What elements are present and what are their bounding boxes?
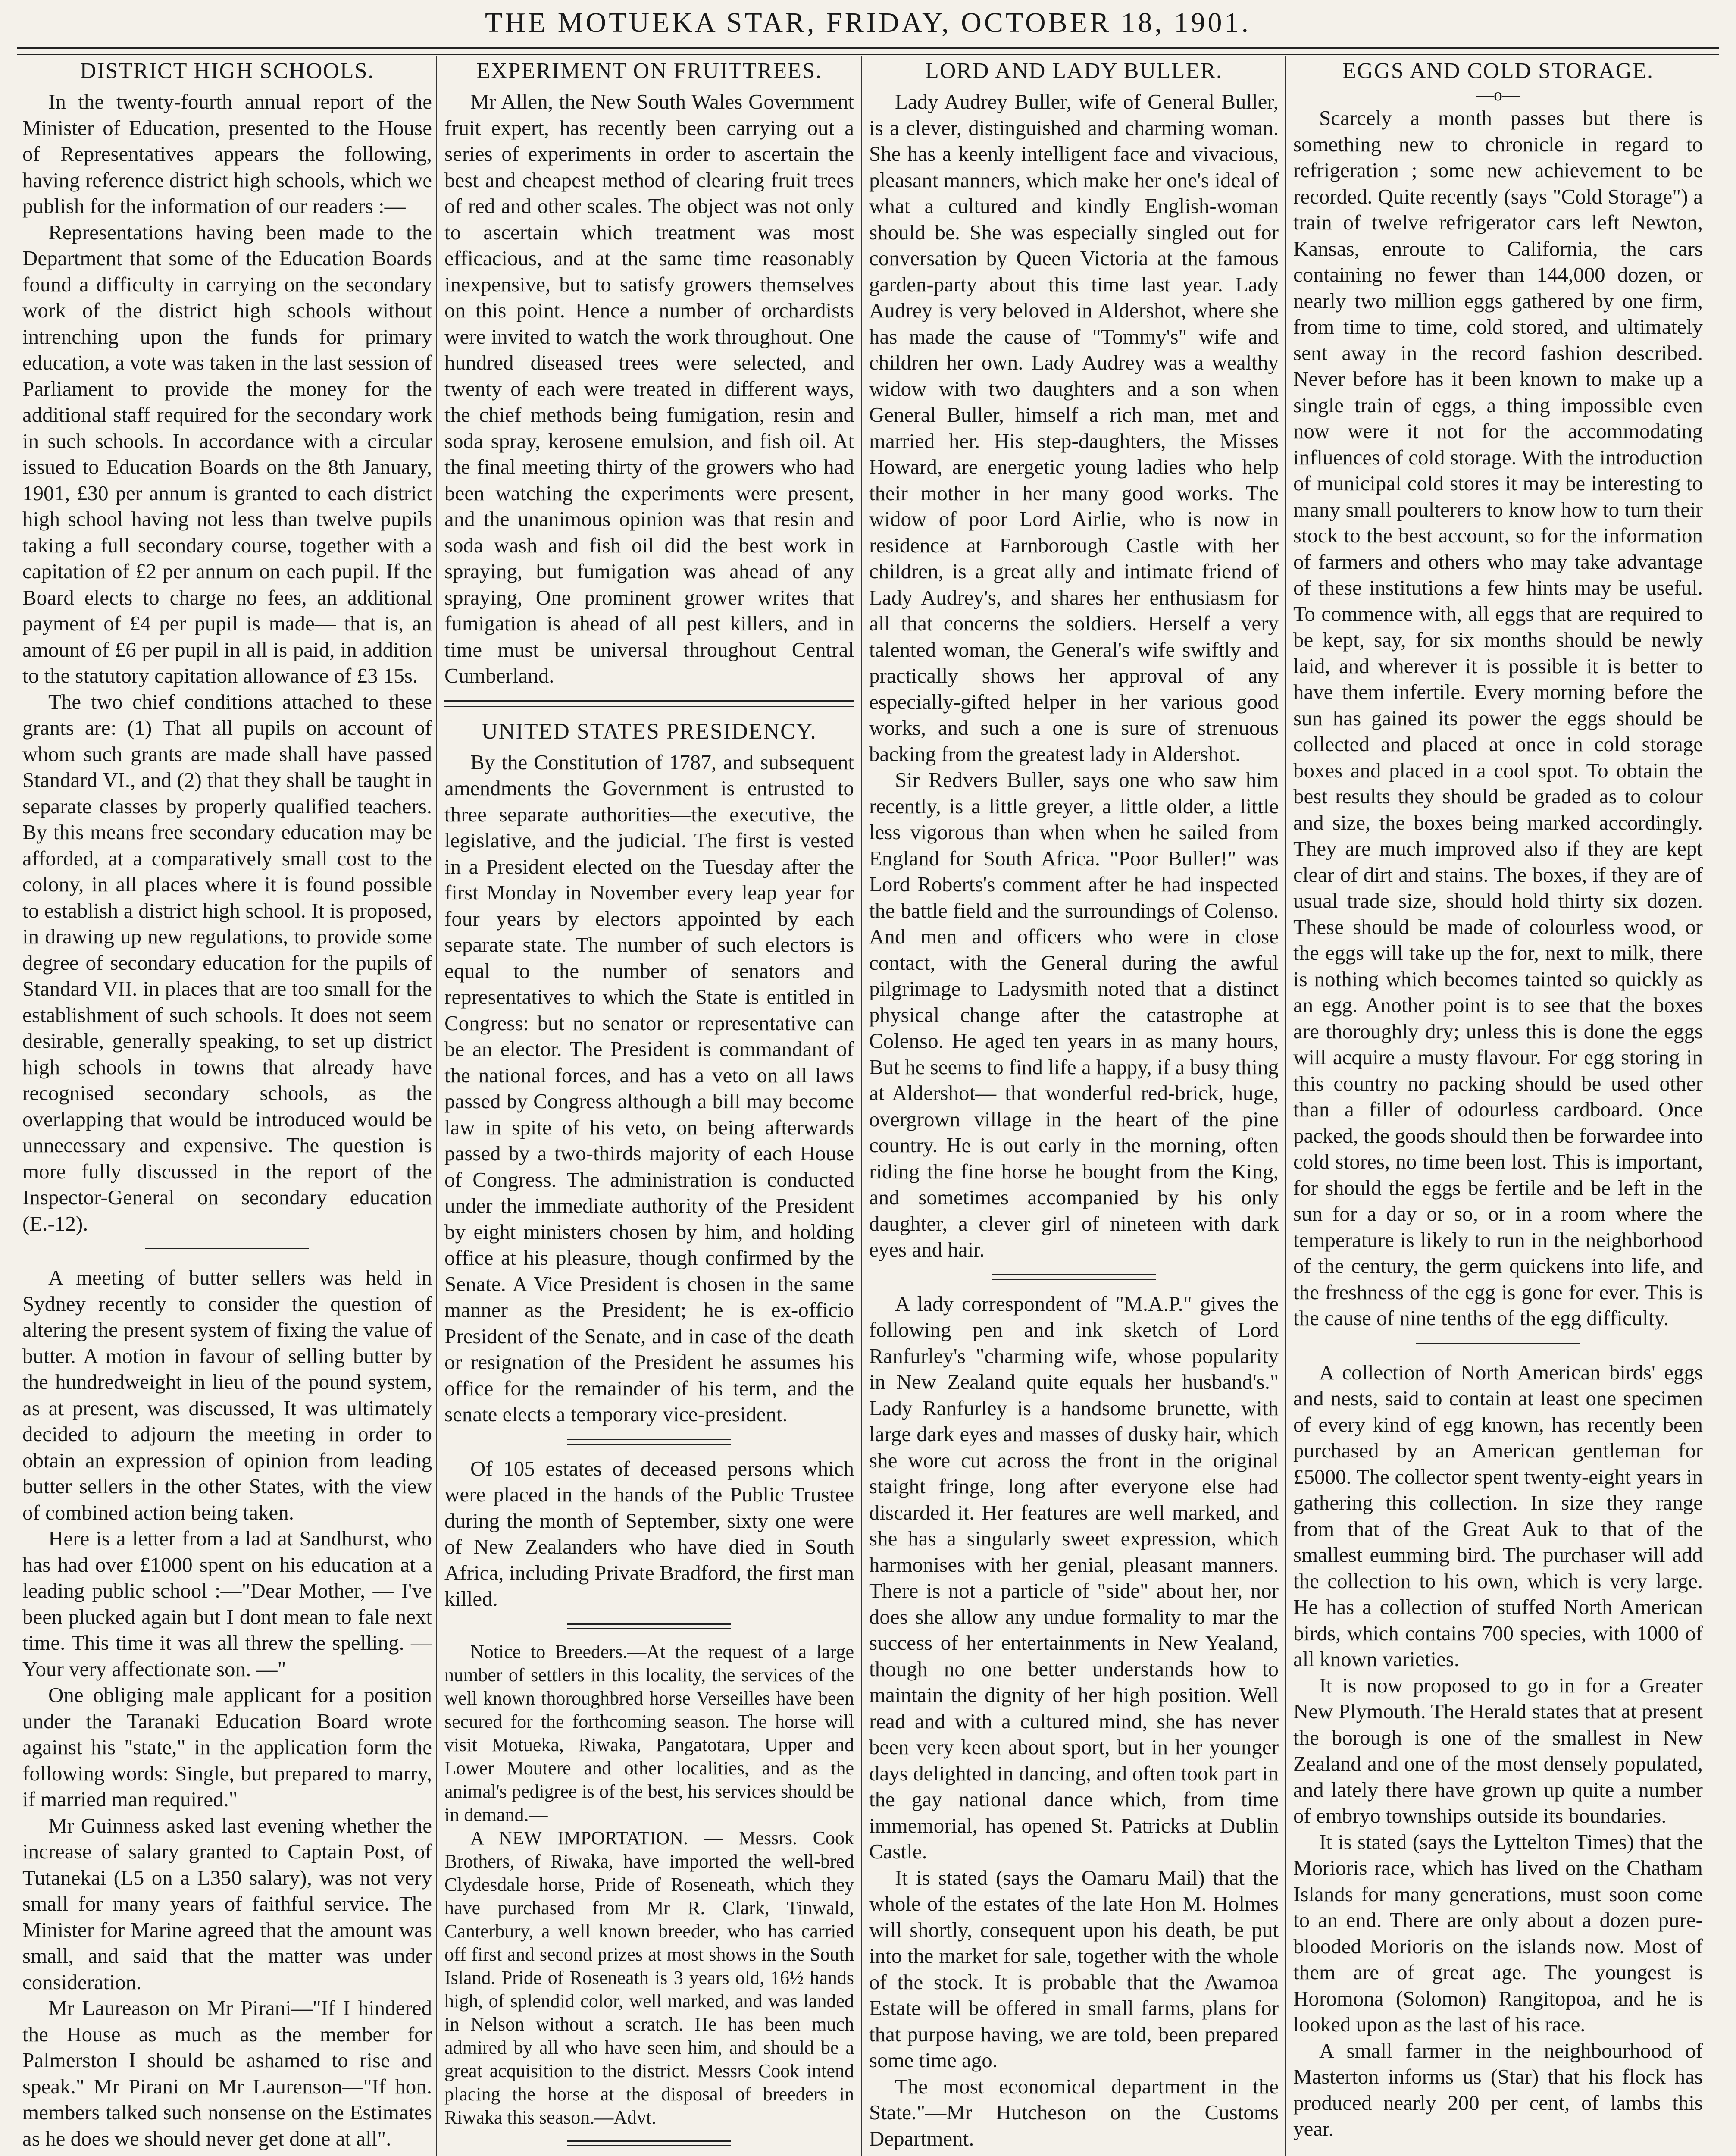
article-paragraph: Scarcely a month passes but there is something new to chronicle in regard to refrigeration ; some new achievement to be recorded. Quite recently (says "Cold Storage") a train of twelve refrigerator cars left Newton, Kansas, enroute to California, the cars containing no fewer than 144,000 dozen, or nearly two million eggs gathered by one firm, from time to time, cold stored, and ultimately sent away in the record fashion described. Never before has it been known to make up a single train of eggs, a thing impossible even now were it not for the accommodating influences of cold storage. With the introduction of municipal cold stores it may be interesting to many small poulterers to know how to turn their stock to the best account, so for the information of farmers and others who may take advantage of these institutions a few hints may be useful. To commence with, all eggs that are required to be kept, say, for six months should be newly laid, and wherever it is possible it is better to have them infertile. Every morning before the sun has gained its power the eggs should be collected and placed at once in cold storage boxes and placed in a cool spot. To obtain the best results they should be graded as to colour and size, the boxes being marked accordingly. They are much improved also if they are kept clear of dirt and stains. The boxes, if they are of usual trade size, should hold thirty six dozen. These should be made of colourless wood, or the eggs will take up the for, next to milk, there is nothing which becomes tainted so quickly as an egg. Another point is to see that the boxes are thoroughly dry; unless this is done the eggs will acquire a musty flavour. For egg storing in this country no packing should be used other than a filler of odourless cardboard. Once packed, the goods should then be forwardee into cold stores, no time been lost. This is important, for should the eggs be fertile and be left in the sun for a day or so, or in a room where the temperature is likely to run in the neighborhood of the century, the germ quickens into life, and the freshness of the egg is gone for ever. This is the cause of nine tenths of the egg difficulty. xyxy=(1293,106,1703,1330)
article-separator xyxy=(1416,1343,1580,1348)
article xyxy=(22,1265,432,2152)
article-paragraph: It is now proposed to go in for a Greater New Plymouth. The Herald states that at present the borough is one of the smallest in New Zealand and one of the most densely populated, and lately there have grown up quite a number of embryo townships outside its boundaries. xyxy=(1293,1673,1703,1827)
article-paragraph: Sir Redvers Buller, says one who saw him recently, is a little greyer, a little older, a little less vigorous than when when he sailed from England for South Africa. "Poor Buller!" was Lord Roberts's comment after he had inspected the battle field and the surroundings of Colenso. And men and officers who were in close contact, with the General during the awful pilgrimage to Ladysmith noted that a distinct physical change after the catastrophe at Colenso. He aged ten years in as many hours, But he seems to find life a happy, if a busy thing at Aldershot— that wonderful red-brick, huge, overgrown village in the heart of the pine country. He is out early in the morning, often riding the fine horse he bought from the King, and sometimes accompanied by his only daughter, a clever girl of nineteen with dark eyes and hair. xyxy=(869,768,1279,1261)
article xyxy=(444,58,854,689)
masthead-title: THE MOTUEKA STAR, FRIDAY, OCTOBER 18, 1901. xyxy=(485,7,1251,38)
article-headline: LORD AND LADY BULLER. xyxy=(925,59,1223,83)
article-paragraph: Notice to Breeders.—At the request of a large number of settlers in this locality, the services of the well known thoroughbred horse Verseilles have been secured for the forthcoming season. The horse will visit Motueka, Riwaka, Pangatotara, Upper and Lower Moutere and other localities, and as the animal's pedigree is of the best, his services should be in demand.— xyxy=(444,1641,854,1825)
column-3 xyxy=(869,56,1279,2156)
article-paragraph: It is stated (says the Lyttelton Times) that the Morioris race, which has lived on the Chatham Islands for many generations, must soon come to an end. There are only about a dozen pure-blooded Morioris on the islands now. Most of them are of great age. The youngest is Horomona (Solomon) Rangitopoa, and he is looked upon as the last of his race. xyxy=(1293,1830,1703,2036)
article xyxy=(869,1291,1279,2152)
article xyxy=(444,1640,854,2129)
article-separator xyxy=(444,700,854,707)
column-rule xyxy=(436,56,437,2156)
column-2 xyxy=(444,56,854,2156)
article-separator xyxy=(567,2140,731,2146)
masthead-rule xyxy=(17,47,1719,55)
article-paragraph: Mr Laureason on Mr Pirani—"If I hindered the House as much as the member for Palmerston I should be ashamed to rise and speak." Mr Pirani on Mr Laurenson—"If hon. members talked such nonsense on the Estimates as he does we should never get done at all". xyxy=(22,1996,432,2150)
article-paragraph: Mr Allen, the New South Wales Government fruit expert, has recently been carrying out a series of experiments in order to ascertain the best and cheapest method of clearing fruit trees of red and other scales. The object was not only to ascertain which treatment was most efficacious, and at the same time reasonably inexpensive, but to satisfy growers themselves on this point. Hence a number of orchardists were invited to watch the work throughout. One hundred diseased trees were selected, and twenty of each were treated in different ways, the chief methods being fumigation, resin and soda spray, kerosene emulsion, and fish oil. At the final meeting thirty of the growers who had been watching the experiments were present, and the unanimous opinion was that resin and soda wash and fish oil did the best work in spraying, but fumigation was ahead of any spraying, One prominent grower writes that fumigation is ahead of all pest killers, and in time must be universal throughout Central Cumberland. xyxy=(444,90,854,687)
article-paragraph: Here is a letter from a lad at Sandhurst, who has had over £1000 spent on his education at a leading public school :—"Dear Mother, — I've been plucked again but I dont mean to fale next time. This time it was all threw the spelling. —Your very affectionate son. —" xyxy=(22,1526,432,1681)
article-paragraph: A small farmer in the neighbourhood of Masterton informs us (Star) that his flock has produced nearly 200 per cent, of lambs this year. xyxy=(1293,2038,1703,2140)
masthead xyxy=(0,0,1736,56)
article-paragraph: Representations having been made to the Department that some of the Education Boards found a difficulty in carrying on the secondary work of the district high schools without intrenching upon the funds for primary education, a vote was taken in the last session of Parliament to provide the money for the additional staff required for the secondary work in such schools. In accordance with a circular issued to Education Boards on the 8th January, 1901, £30 per annum is granted to each district high school having not less than twelve pupils taking a full secondary course, together with a capitation of £2 per annum on each pupil. If the Board elects to charge no fees, an additional payment of £4 per pupil is made— that is, an amount of £6 per pupil in all is paid, in addition to the statutory capitation allowance of £3 15s. xyxy=(22,220,432,687)
article-paragraph: Mr Guinness asked last evening whether the increase of salary granted to Captain Post, of Tutanekai (L5 on a L350 salary), was not very small for many years of faithful service. The Minister for Marine agreed that the amount was small, and said that the matter was under consideration. xyxy=(22,1813,432,1994)
article-headline: DISTRICT HIGH SCHOOLS. xyxy=(80,59,375,83)
article xyxy=(444,718,854,1428)
article-headline: UNITED STATES PRESIDENCY. xyxy=(482,719,817,744)
article xyxy=(869,58,1279,1263)
article-paragraph: A NEW IMPORTATION. — Messrs. Cook Brothers, of Riwaka, have imported the well-bred Clydesdale horse, Pride of Roseneath, which they have purchased from Mr R. Clark, Tinwald, Canterbury, a well known breeder, who has carried off first and second prizes at most shows in the South Island. Pride of Roseneath is 3 years old, 16½ hands high, of splendid color, well marked, and was landed in Nelson without a scratch. He has been much admired by all who have seen him, and should be a great acquisition to the district. Messrs Cook intend placing the horse at the disposal of breeders in Riwaka this season.—Advt. xyxy=(444,1827,854,2128)
article xyxy=(1293,58,1703,1332)
article-paragraph: A collection of North American birds' eggs and nests, said to contain at least one specimen of every kind of egg known, has recently been purchased by an American gentleman for £5000. The collector spent twenty-eight years in gathering this collection. In size they range from that of the Great Auk to that of the smallest eumming bird. The purchaser will add the collection to his own, which is very large. He has a collection of stuffed North American birds, which contains 700 species, with 1000 of all known varieties. xyxy=(1293,1360,1703,1671)
article-separator xyxy=(992,1274,1156,1280)
headline-ornament: —o— xyxy=(1476,85,1520,104)
column-rule xyxy=(861,56,862,2156)
article-paragraph: A lady correspondent of "M.A.P." gives the following pen and ink sketch of Lord Ranfurley's "charming wife, whose popularity in New Zealand quite equals her husband's." Lady Ranfurley is a handsome brunette, with large dark eyes and masses of dusky hair, which she wore cut across the front in the original staight fringe, long after everyone else had discarded it. Her features are well marked, and she has a singularly sweet expression, which harmonises with her genial, pleasant manners. There is not a particle of "side" about her, nor does she allow any undue formality to mar the success of her entertainments in New Yealand, though no one better understands how to maintain the dignity of her high position. Well read and with a cultured mind, she has never been very keen about sport, but in her younger days delighted in dancing, and often took part in the gay national dance which, from time immemorial, has opened St. Patricks at Dublin Castle. xyxy=(869,1291,1279,1863)
article-paragraph: By the Constitution of 1787, and subsequent amendments the Government is entrusted to three separate authorities—the executive, the legislative, and the judicial. The first is vested in a President elected on the Tuesday after the first Monday in November every leap year for four years by electors appointed by each separate state. The number of such electors is equal to the number of senators and representatives to which the State is entitled in Congress: but no senator or representative can be an elector. The President is commandant of the national forces, and has a veto on all laws passed by Congress although a bill may become law in spite of his veto, on being afterwards passed by a two-thirds majority of each House of Congress. The administration is conducted under the immediate authority of the President by eight ministers chosen by him, and holding office at his pleasure, though confirmed by the Senate. A Vice President is chosen in the same manner as the President; he is ex-officio President of the Senate, and in case of the death or resignation of the President he assumes his office for the remainder of his term, and the senate elects a temporary vice-president. xyxy=(444,750,854,1426)
column-4 xyxy=(1293,56,1703,2156)
article xyxy=(1293,1360,1703,2142)
article-paragraph: One obliging male applicant for a position under the Taranaki Education Board wrote against his "state," in the application form the following words: Single, but prepared to marry, if married man required." xyxy=(22,1683,432,1811)
article-paragraph: Of 105 estates of deceased persons which were placed in the hands of the Public Trustee during the month of September, sixty one were of New Zealanders who have died in South Africa, including Private Bradford, the first man killed. xyxy=(444,1456,854,1611)
article-paragraph: In the twenty-fourth annual report of the Minister of Education, presented to the House of Representatives appears the following, having reference district high schools, which we publish for the information of our readers :— xyxy=(22,90,432,218)
article-paragraph: The two chief conditions attached to these grants are: (1) That all pupils on account of whom such grants are made shall have passed Standard VI., and (2) that they shall be taught in separate classes by properly qualified teachers. By this means free secondary education may be afforded, at a comparatively small cost to the colony, in all places where it is found possible to establish a district high school. It is proposed, in drawing up new regulations, to provide some degree of secondary education for the pupils of Standard VII. in places that are too small for the establishment of such schools. It does not seem desirable, generally speaking, to set up district high schools in towns that already have recognised secondary schools, as the overlapping that would be introduced would be unnecessary and expensive. The question is more fully discussed in the report of the Inspector-General on secondary education (E.-12). xyxy=(22,689,432,1235)
column-1 xyxy=(22,56,432,2156)
article-paragraph: It is stated (says the Oamaru Mail) that the whole of the estates of the late Hon M. Holmes will shortly, consequent upon his death, be put into the market for sale, together with the whole of the stock. It is probable that the Awamoa Estate will be offered in small farms, plans for that purpose having, we are told, been prepared some time ago. xyxy=(869,1865,1279,2072)
article-paragraph: Lady Audrey Buller, wife of General Buller, is a clever, distinguished and charming woman. She has a keenly intelligent face and vivacious, pleasant manners, which make her one's ideal of what a cultured and kindly English-woman should be. She was especially singled out for conversation by Queen Victoria at the famous garden-party about this time last year. Lady Audrey is very beloved in Aldershot, where she has made the cause of "Tommy's" wife and children her own. Lady Audrey was a wealthy widow with two daughters and a son when General Buller, himself a rich man, met and married her. His step-daughters, the Misses Howard, are energetic young ladies who help their mother in her many good works. The widow of poor Lord Airlie, who is now in residence at Farnborough Castle with her children, is a great ally and intimate friend of Lady Audrey's, and shares her enthusiasm for all that concerns the soldiers. Herself a very talented woman, the General's wife swiftly and practically shows her approval of any especially-gifted helper in her various good works, and such a one is sure of strenuous backing from the greatest lady in Aldershot. xyxy=(869,90,1279,766)
article-headline: EXPERIMENT ON FRUITTREES. xyxy=(476,59,822,83)
column-rule xyxy=(1285,56,1286,2156)
article-separator xyxy=(145,1248,309,1253)
article xyxy=(444,1456,854,1612)
article xyxy=(22,58,432,1237)
columns xyxy=(0,56,1736,2156)
article-separator xyxy=(567,1623,731,1629)
article-paragraph: The most economical department in the State."—Mr Hutcheson on the Customs Department. xyxy=(869,2074,1279,2150)
article-headline: EGGS AND COLD STORAGE. xyxy=(1342,59,1654,83)
article-paragraph: A meeting of butter sellers was held in Sydney recently to consider the question of altering the present system of fixing the value of butter. A motion in favour of selling butter by the hundredweight in lieu of the pound system, as at present, was discussed, It was ultimately decided to adjourn the meeting in order to obtain an expression of opinion from leading butter sellers in the other States, with the view of combined action being taken. xyxy=(22,1266,432,1524)
article-separator xyxy=(567,1439,731,1445)
